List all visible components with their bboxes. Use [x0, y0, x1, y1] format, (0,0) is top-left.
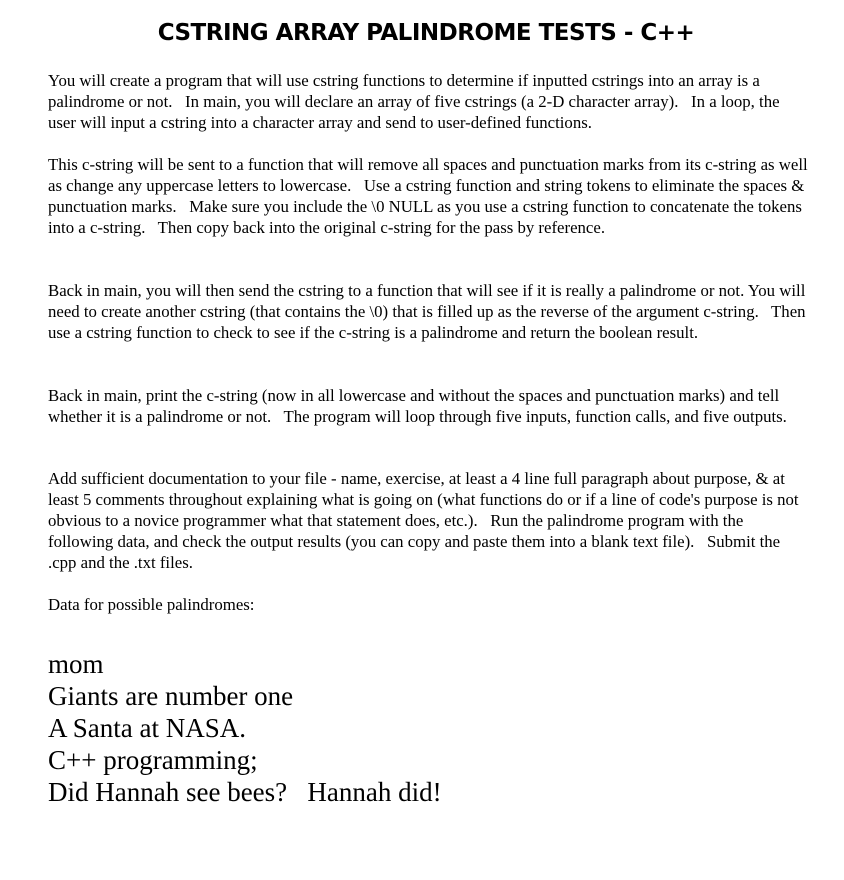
list-item: Giants are number one: [48, 681, 294, 711]
list-item: A Santa at NASA.: [48, 713, 246, 743]
list-item: Did Hannah see bees? Hannah did!: [48, 777, 442, 807]
paragraph-palindrome-check: Back in main, you will then send the cstring to a function that will see if it is really a palindrome or not. You will need to create another cstring (that contains the \0) that is filled up as the reverse of the argument c-string. Then use a cstring function to check to see if the c-string is a palindrome and return the boolean result.: [48, 281, 810, 342]
paragraph-output: Back in main, print the c-string (now in all lowercase and without the spaces and punctuation marks) and tell whether it is a palindrome or not. The program will loop through five inputs, function calls, and five outputs.: [48, 386, 787, 426]
paragraph-documentation: Add sufficient documentation to your file - name, exercise, at least a 4 line full paragraph about purpose, & at least 5 comments throughout explaining what is going on (what functions do or if a line of code's purpose is not obvious to a novice programmer what that statement does, etc.). Run the palindrome program with the following data, and check the output results (you can copy and paste them into a blank text file). Submit the .cpp and the .txt files.: [48, 469, 803, 572]
paragraph-data-heading: Data for possible palindromes:: [48, 595, 255, 614]
list-item: mom: [48, 649, 104, 679]
palindrome-data-list: [48, 648, 442, 808]
document-title: CSTRING ARRAY PALINDROME TESTS - C++: [157, 20, 695, 46]
paragraph-intro: You will create a program that will use cstring functions to determine if inputted cstrings into an array is a palindrome or not. In main, you will declare an array of five cstrings (a 2-D character array). In a loop, the user will input a cstring into a character array and send to user-defined functions.: [48, 71, 784, 132]
paragraph-remove-punctuation: This c-string will be sent to a function that will remove all spaces and punctuation marks from its c-string as well as change any uppercase letters to lowercase. Use a cstring function and string tokens to eliminate the spaces & punctuation marks. Make sure you include the \0 NULL as you use a cstring function to concatenate the tokens into a c-string. Then copy back into the original c-string for the pass by reference.: [48, 155, 812, 237]
list-item: C++ programming;: [48, 745, 258, 775]
